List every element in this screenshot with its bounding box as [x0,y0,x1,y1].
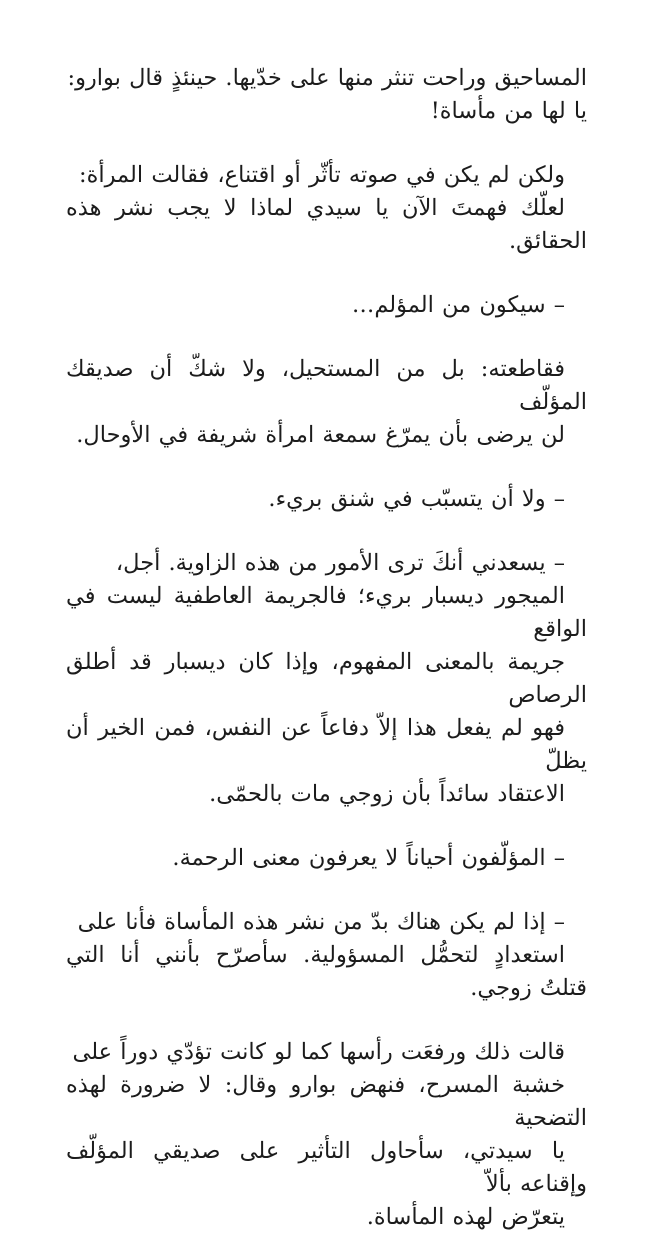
text-line: يتعرّض لهذه المأساة. [366,1204,565,1230]
text-line: فقاطعته: بل من المستحيل، ولا شكّ أن صديقك المؤلّف [66,356,587,415]
text-line: يا لها من مأساة! [430,98,587,124]
text-line: الميجور ديسبار بريء؛ فالجريمة العاطفية ليست في الواقع [66,583,587,642]
paragraph [66,842,587,875]
text-line: فهو لم يفعل هذا إلاّ دفاعاً عن النفس، فمن الخير أن يظلّ [66,715,587,774]
text-line: لعلّك فهمتَ الآن يا سيدي لماذا لا يجب نشر هذه الحقائق. [66,195,587,254]
text-line: – ولا أن يتسبّب في شنق بريء. [268,486,565,512]
text-line: جريمة بالمعنى المفهوم، وإذا كان ديسبار قد أطلق الرصاص [66,649,587,708]
text-line: – إذا لم يكن هناك بدّ من نشر هذه المأساة فأنا على [77,909,565,935]
text-line: خشبة المسرح، فنهض بوارو وقال: لا ضرورة لهذه التضحية [66,1072,587,1131]
paragraph [66,1036,587,1234]
text-line: – المؤلّفون أحياناً لا يعرفون معنى الرحمة. [172,845,565,871]
text-line: المساحيق وراحت تنثر منها على خدّيها. حينئذٍ قال بوارو: [67,65,587,91]
paragraph [66,353,587,452]
paragraph [66,62,587,128]
paragraph [66,906,587,1005]
text-line: لن يرضى بأن يمرّغ سمعة امرأة شريفة في الأوحال. [76,422,565,448]
text-line: يا سيدتي، سأحاول التأثير على صديقي المؤلّف وإقناعه بألاّ [66,1138,587,1197]
paragraph [66,159,587,258]
text-line: ولكن لم يكن في صوته تأثّر أو اقتناع، فقالت المرأة: [79,162,565,188]
text-line: الاعتقاد سائداً بأن زوجي مات بالحمّى. [209,781,565,807]
paragraph [66,483,587,516]
page-body-text [66,62,587,1234]
text-line: استعدادٍ لتحمُّل المسؤولية. سأصرّح بأنني أنا التي قتلتُ زوجي. [66,942,587,1001]
paragraph [66,547,587,811]
text-line: قالت ذلك ورفعَت رأسها كما لو كانت تؤدّي دوراً على [72,1039,565,1065]
text-line: – يسعدني أنكَ ترى الأمور من هذه الزاوية. أجل، [115,550,565,576]
paragraph [66,289,587,322]
text-line: – سيكون من المؤلم… [351,292,565,318]
